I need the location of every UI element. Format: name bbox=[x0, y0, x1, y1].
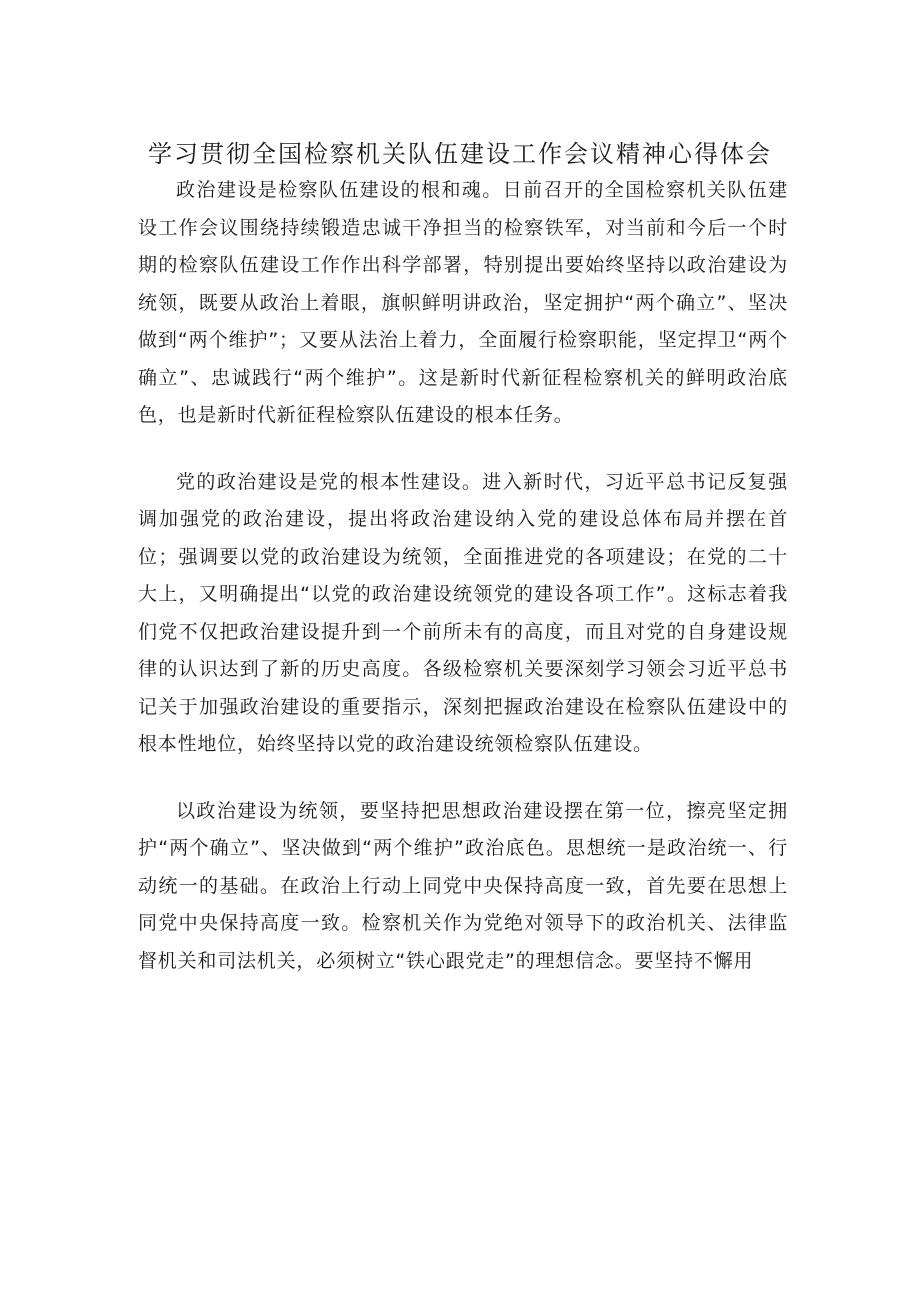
document-body bbox=[138, 172, 788, 1009]
paragraph: 党的政治建设是党的根本性建设。进入新时代，习近平总书记反复强调加强党的政治建设，提出将政治建设纳入党的建设总体布局并摆在首位；强调要以党的政治建设为统领，全面推进党的各项建设；在党的二十大上，又明确提出“以党的政治建设统领党的建设各项工作”。这标志着我们党不仅把政治建设提升到一个前所未有的高度，而且对党的自身建设规律的认识达到了新的历史高度。各级检察机关要深刻学习领会习近平总书记关于加强政治建设的重要指示，深刻把握政治建设在检察队伍建设中的根本性地位，始终坚持以党的政治建设统领检察队伍建设。 bbox=[138, 470, 788, 755]
paragraph: 以政治建设为统领，要坚持把思想政治建设摆在第一位，擦亮坚定拥护“两个确立”、坚决做到“两个维护”政治底色。思想统一是政治统一、行动统一的基础。在政治上行动上同党中央保持高度一致，首先要在思想上同党中央保持高度一致。检察机关作为党绝对领导下的政治机关、法律监督机关和司法机关，必须树立“铁心跟党走”的理想信念。要坚持不懈用 bbox=[138, 799, 788, 972]
paragraph: 政治建设是检察队伍建设的根和魂。日前召开的全国检察机关队伍建设工作会议围绕持续锻造忠诚干净担当的检察铁军，对当前和今后一个时期的检察队伍建设工作作出科学部署，特别提出要始终坚持以政治建设为统领，既要从政治上着眼，旗帜鲜明讲政治，坚定拥护“两个确立”、坚决做到“两个维护”；又要从法治上着力，全面履行检察职能，坚定捍卫“两个确立”、忠诚践行“两个维护”。这是新时代新征程检察机关的鲜明政治底色，也是新时代新征程检察队伍建设的根本任务。 bbox=[138, 179, 788, 426]
document-title: 学习贯彻全国检察机关队伍建设工作会议精神心得体会 bbox=[148, 140, 772, 168]
